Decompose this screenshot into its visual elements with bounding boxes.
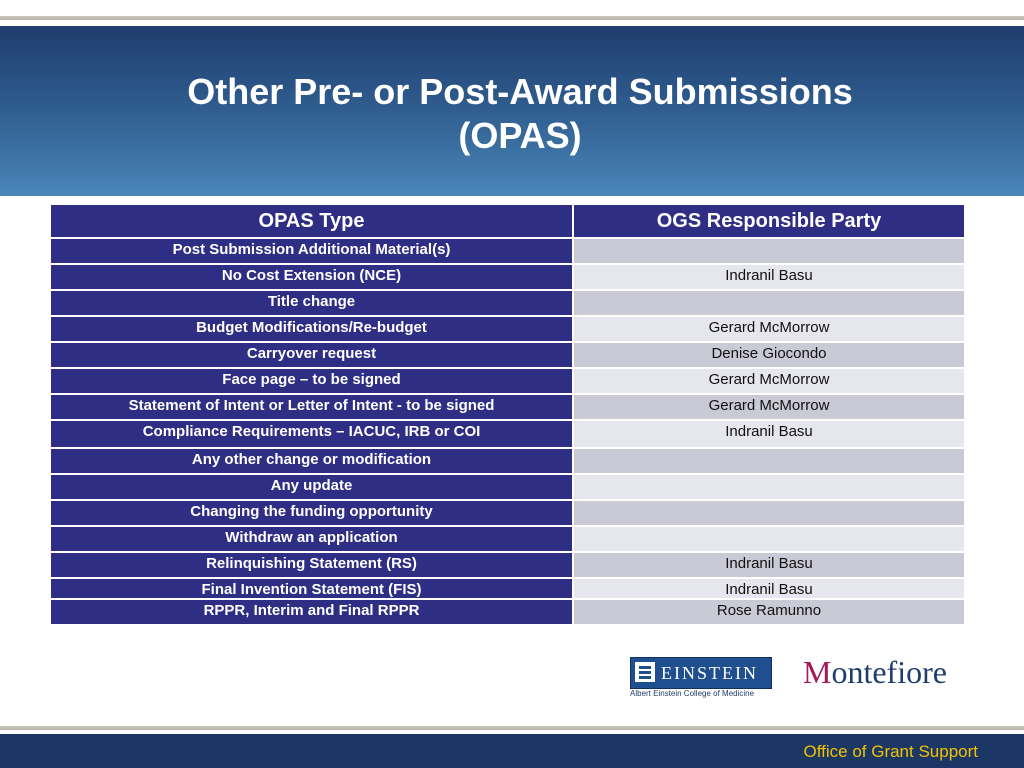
slide-title-line2: (OPAS) bbox=[458, 115, 582, 156]
bottom-divider bbox=[0, 726, 1024, 730]
opas-type-cell: Carryover request bbox=[50, 342, 573, 368]
opas-type-cell: Changing the funding opportunity bbox=[50, 500, 573, 526]
opas-type-cell: Withdraw an application bbox=[50, 526, 573, 552]
opas-type-cell: Any other change or modification bbox=[50, 448, 573, 474]
einstein-logo-word: EINSTEIN bbox=[661, 663, 758, 683]
responsible-party-cell bbox=[573, 500, 965, 526]
slide-title bbox=[100, 70, 940, 158]
table-row bbox=[50, 526, 965, 552]
einstein-logo-box bbox=[630, 657, 772, 689]
einstein-emblem-icon bbox=[635, 662, 655, 682]
responsible-party-cell: Gerard McMorrow bbox=[573, 368, 965, 394]
table-row bbox=[50, 368, 965, 394]
responsible-party-cell: Rose Ramunno bbox=[573, 599, 965, 625]
responsible-party-cell: Indranil Basu bbox=[573, 420, 965, 448]
table-row bbox=[50, 264, 965, 290]
responsible-party-cell: Indranil Basu bbox=[573, 552, 965, 578]
table-row bbox=[50, 474, 965, 500]
responsible-party-cell bbox=[573, 474, 965, 500]
table-header-row bbox=[50, 204, 965, 238]
table-row bbox=[50, 394, 965, 420]
montefiore-logo-rest: ontefiore bbox=[831, 654, 947, 690]
top-divider bbox=[0, 16, 1024, 20]
montefiore-logo bbox=[803, 654, 947, 691]
opas-type-cell: Budget Modifications/Re-budget bbox=[50, 316, 573, 342]
responsible-party-cell bbox=[573, 290, 965, 316]
responsible-party-cell bbox=[573, 448, 965, 474]
opas-type-cell: Face page – to be signed bbox=[50, 368, 573, 394]
table-row bbox=[50, 290, 965, 316]
opas-type-cell: Final Invention Statement (FIS) bbox=[50, 578, 573, 599]
table-row bbox=[50, 578, 965, 599]
responsible-party-cell: Indranil Basu bbox=[573, 578, 965, 599]
opas-type-cell: Post Submission Additional Material(s) bbox=[50, 238, 573, 264]
table-row bbox=[50, 342, 965, 368]
opas-type-cell: Any update bbox=[50, 474, 573, 500]
table-row bbox=[50, 552, 965, 578]
responsible-party-cell: Indranil Basu bbox=[573, 264, 965, 290]
table-row bbox=[50, 599, 965, 625]
opas-type-cell: Title change bbox=[50, 290, 573, 316]
opas-type-cell: Statement of Intent or Letter of Intent - to be signed bbox=[50, 394, 573, 420]
responsible-party-cell bbox=[573, 526, 965, 552]
column-header-opas-type: OPAS Type bbox=[50, 204, 573, 238]
responsible-party-cell bbox=[573, 238, 965, 264]
responsible-party-cell: Denise Giocondo bbox=[573, 342, 965, 368]
table-row bbox=[50, 448, 965, 474]
table-row bbox=[50, 500, 965, 526]
opas-type-cell: No Cost Extension (NCE) bbox=[50, 264, 573, 290]
responsible-party-cell: Gerard McMorrow bbox=[573, 394, 965, 420]
table-row bbox=[50, 316, 965, 342]
opas-table bbox=[49, 203, 966, 626]
slide-title-line1: Other Pre- or Post-Award Submissions bbox=[187, 71, 853, 112]
responsible-party-cell: Gerard McMorrow bbox=[573, 316, 965, 342]
column-header-responsible-party: OGS Responsible Party bbox=[573, 204, 965, 238]
montefiore-logo-initial: M bbox=[803, 654, 832, 690]
einstein-logo-subtitle: Albert Einstein College of Medicine bbox=[630, 689, 755, 698]
footer-office-label: Office of Grant Support bbox=[803, 742, 978, 761]
table-row bbox=[50, 420, 965, 448]
opas-type-cell: RPPR, Interim and Final RPPR bbox=[50, 599, 573, 625]
table-row bbox=[50, 238, 965, 264]
opas-type-cell: Compliance Requirements – IACUC, IRB or COI bbox=[50, 420, 573, 448]
einstein-logo bbox=[630, 657, 770, 699]
opas-type-cell: Relinquishing Statement (RS) bbox=[50, 552, 573, 578]
